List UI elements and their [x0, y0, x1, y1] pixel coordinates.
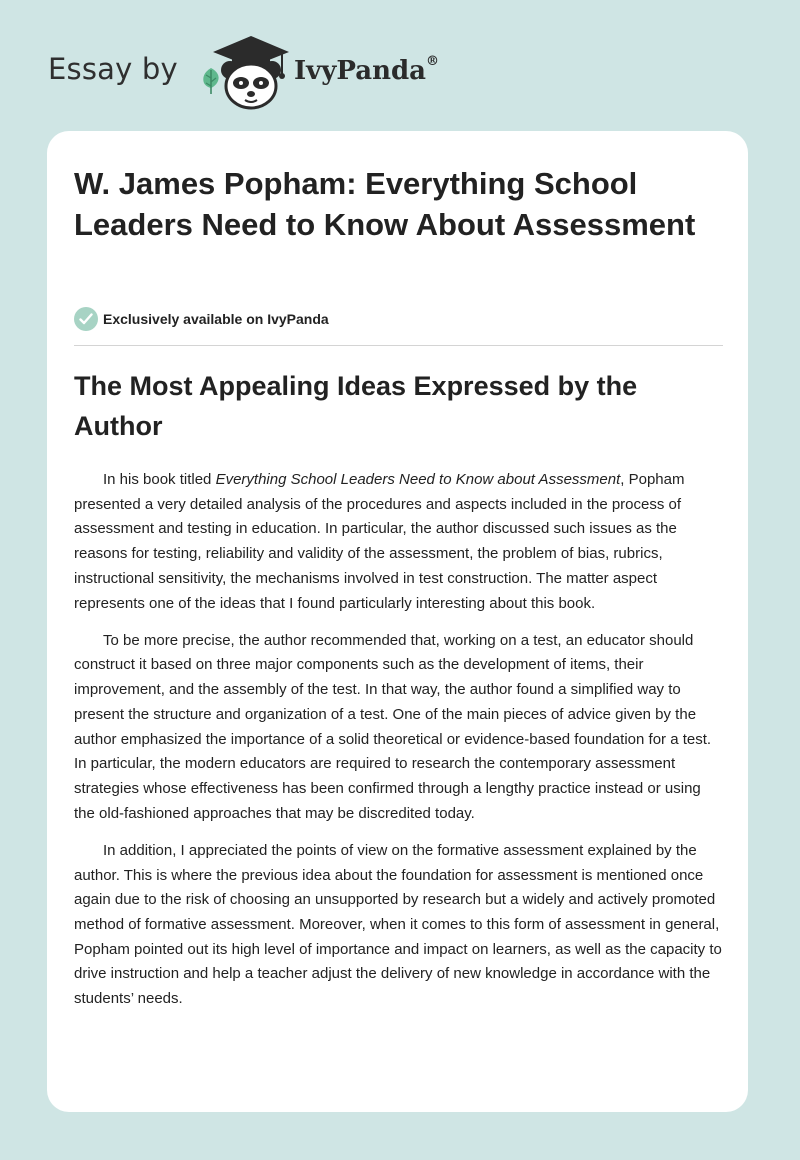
essay-card [47, 131, 748, 1112]
paragraph: To be more precise, the author recommended that, working on a test, an educator should construct it based on three major components such as the development of items, their improvement, and the assembly of the test. In that way, the author found a simplified way to present the structure and organization of a test. One of the main pieces of advice given by the author emphasized the importance of a solid theoretical or evidence-based foundation for a test. In particular, the modern educators are required to research the contemporary assessment strategies whose effectiveness has been confirmed through a lengthy practice instead or using the old-fashioned approaches that may be discredited today. [74, 631, 712, 822]
site-header [48, 30, 508, 110]
divider [74, 345, 723, 346]
paragraph: In his book titled Everything School Leaders Need to Know about Assessment, Popham presented a very detailed analysis of the procedures and aspects included in the process of assessment and testing in education. In particular, the author discussed such issues as the reasons for testing, reliability and validity of the assessment, the problem of bias, rubrics, instructional sensitivity, the mechanisms involved in test construction. The matter aspect represents one of the ideas that I found particularly interesting about this book. [74, 471, 685, 612]
essay-body [74, 468, 724, 1024]
check-circle-icon [74, 307, 98, 331]
essay-by-label: Essay by [48, 52, 178, 86]
paragraph: In addition, I appreciated the points of view on the formative assessment explained by the author. This is where the previous idea about the foundation for assessment is mentioned once again due to the risk of choosing an unsupported by research but a widely and actively promoted method of formative assessment. Moreover, when it comes to this form of assessment in general, Popham pointed out its high level of importance and impact on learners, as well as the capacity to drive instruction and help a teacher adjust the delivery of new knowledge in accordance with the students’ needs. [74, 841, 722, 1008]
section-heading: The Most Appealing Ideas Expressed by the Author [74, 371, 638, 441]
registered-mark: ® [426, 54, 440, 69]
panda-graduate-icon [210, 34, 292, 112]
book-title: Everything School Leaders Need to Know about Assessment [215, 471, 621, 488]
brand-name: IvyPanda® [294, 54, 440, 86]
exclusive-badge-text: Exclusively available on IvyPanda [103, 311, 329, 327]
exclusive-badge [74, 306, 329, 332]
page-title: W. James Popham: Everything School Leaders Need to Know About Assessment [74, 166, 696, 242]
